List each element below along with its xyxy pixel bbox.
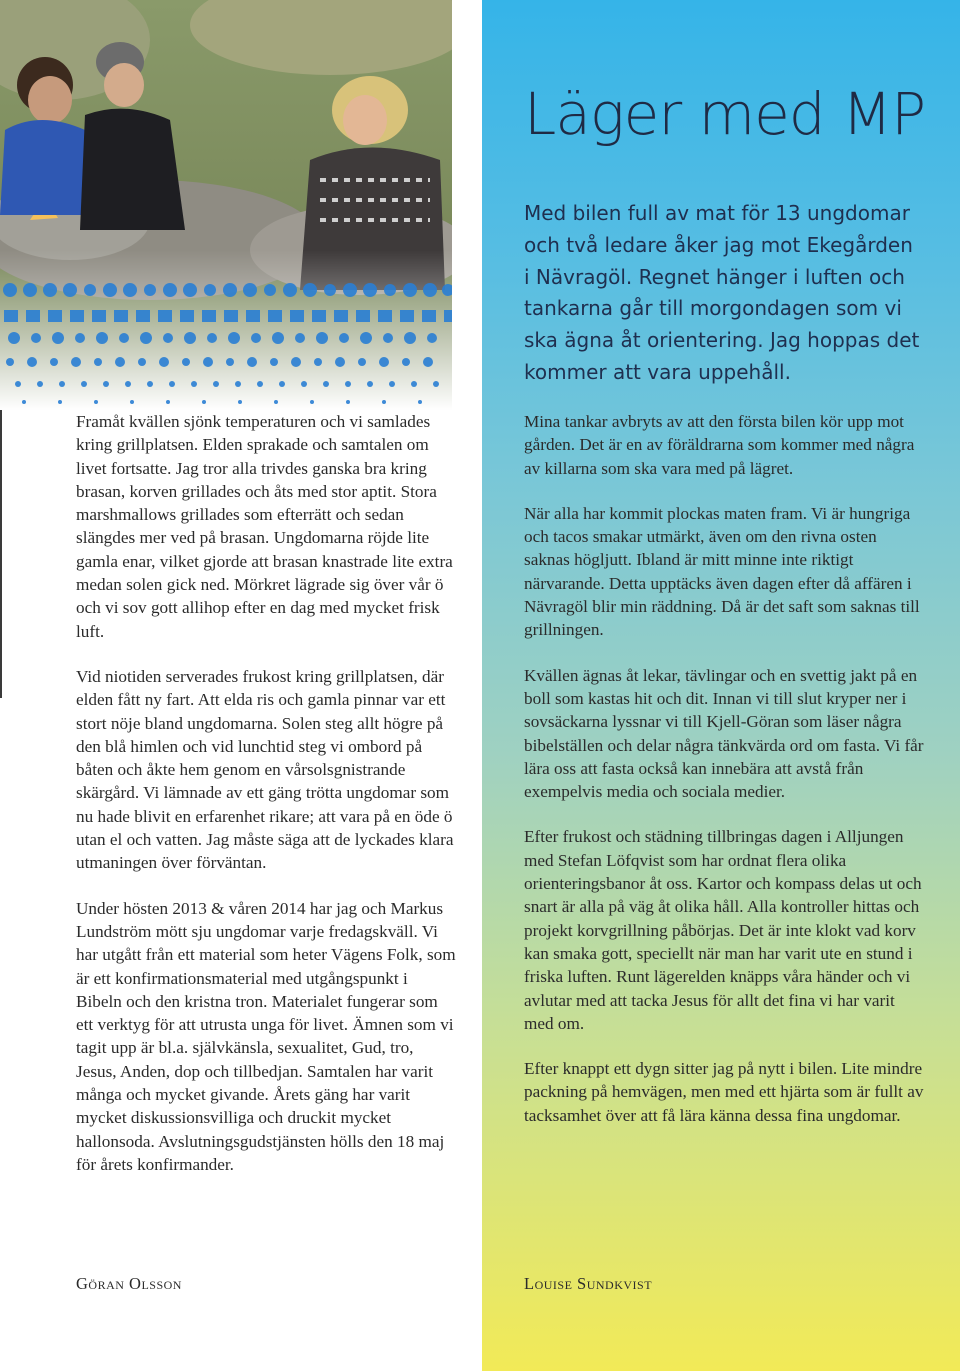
left-paragraph-2: Vid niotiden serverades frukost kring grillplatsen, där elden fått ny fart. Att elda ris och gamla pinnar var ett stort nöje bland ungdomarna. Solen steg allt högre på den blå himlen och vid lunchtid steg vi ombord på båten och åkte hem genom en vårsolsgnistrande skärgård. Vi lämnade av ett gäng trötta ungdomar som nu hade blivit en erfarenhet rikare; att vara på en öde ö utan el och vatten. Jag måste säga att de lyckades klara utmaningen över förväntan. [76,666,454,873]
right-paragraph-5: Efter knappt ett dygn sitter jag på nytt i bilen. Lite mindre packning på hemvägen, men med ett hjärta som är fullt av tacksamhet över att få lära känna dessa fina ungdomar. [524,1059,924,1125]
left-paragraph-1: Framåt kvällen sjönk temperaturen och vi samlades kring grillplatsen. Elden sprakade och samtalen om livet fortsatte. Jag tror alla trivdes ganska bra kring brasan, korven grillades och åts med stor aptit. Stora marshmallows grillades som efterrätt och sedan slängdes mer ved på brasan. Ungdomarna röjde lite gamla enar, vilket gjorde att brasan knastrade lite extra medan solen gick ned. Mörkret lägrade sig över vår ö och vi sov gott allihop efter en dag med mycket frisk luft. [76,412,453,641]
left-column [76,410,456,1198]
right-signature: Louise Sundkvist [524,1274,653,1293]
right-panel [482,0,960,1371]
page-edge-line [0,410,2,698]
article-lead: Med bilen full av mat för 13 ungdomar och två ledare åker jag mot Ekegården i Nävragöl. Regnet hänger i luften och tankarna går till morgondagen som vi ska ägna åt orientering. Jag hoppas det kommer att vara uppehåll. [524,201,920,384]
right-paragraph-2: När alla har kommit plockas maten fram. Vi är hungriga och tacos smakar utmärkt, även om den rivna osten saknas högljutt. Ibland är mitt minne inte riktigt närvarande. Detta upptäcks även dagen efter då affären i Nävragöl blir min räddning. Då är det saft som saknas till grillningen. [524,503,920,640]
right-paragraph-1: Mina tankar avbryts av att den första bilen kör upp mot gården. Det är en av föräldrarna som kommer med några av killarna som ska vara med på lägret. [524,412,915,478]
article-title: Läger med MP [524,80,926,148]
left-paragraph-3: Under hösten 2013 & våren 2014 har jag och Markus Lundström mött sju ungdomar varje fredagskväll. Vi har utgått från ett material som heter Vägens Folk, som är ett konfirmationsmaterial med utgångspunkt i Bibeln och den kristna tron. Materialet fungerar som ett verktyg för att utrusta unga för livet. Ämnen som vi tagit upp är bl.a. självkänsla, sexualitet, Gud, tro, Jesus, Anden, dop och tillbedjan. Samtalen har varit många och mycket givande. Årets gäng har varit mycket diskussionsvilliga och druckit mycket hallonsoda. Avslutningsgudstjänsten hölls den 18 maj för årets konfirmander. [76,898,456,1174]
left-signature: Göran Olsson [76,1274,182,1293]
right-paragraph-4: Efter frukost och städning tillbringas dagen i Alljungen med Stefan Löfqvist som har ordnat flera olika orienteringsbanor åt oss. Kartor och kompass delas ut och snart är alla på väg åt olika håll. Alla kontroller hittas och projekt korvgrillning påbörjas. Det är inte klokt vad korv kan smaka gott, speciellt när man har varit ute en stund i friska luften. Runt lägerelden knäpps våra händer och vi avlutar med att tacka Jesus för allt det fina vi har varit med om. [524,827,922,1033]
campfire-photo [0,0,452,410]
right-column [524,410,924,1149]
campfire-photo-illustration [0,0,452,410]
right-paragraph-3: Kvällen ägnas åt lekar, tävlingar och en svettig jakt på en boll som kastas hit och dit. Innan vi till slut kryper ner i sovsäckarna lyssnar vi till Kjell-Göran som läser några bibelställen och delar några tänkvärda ord om fasta. Vi får lära oss att fasta också kan innebära att avstå från exempelvis media och sociala medier. [524,665,924,802]
